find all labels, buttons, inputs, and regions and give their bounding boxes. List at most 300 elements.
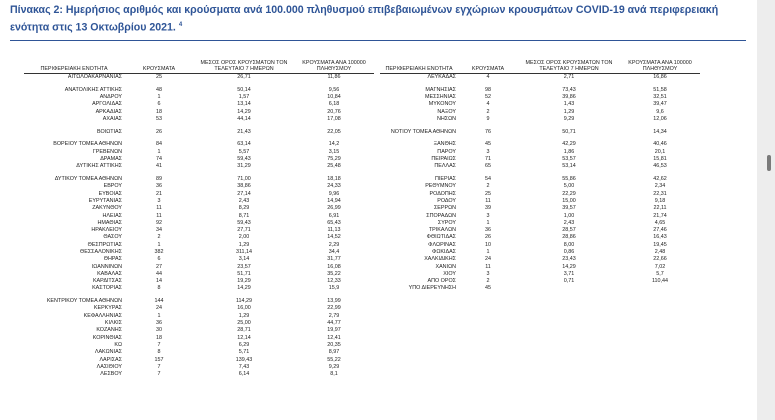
table-row [380, 129, 700, 136]
cases-cell: 1 [486, 219, 490, 226]
avg-7-days-cell: 28,86 [562, 234, 576, 241]
cases-per-100k-cell: 12,06 [653, 116, 667, 123]
avg-7-days-cell: 55,86 [562, 176, 576, 183]
avg-7-days-cell: 23,57 [237, 263, 251, 270]
table-row [380, 149, 700, 156]
avg-7-days-cell: 8,71 [238, 212, 250, 219]
avg-7-days-cell: 5,00 [563, 183, 575, 190]
avg-7-days-cell: 1,29 [563, 108, 575, 115]
region-name-cell: ΖΑΚΥΝΘΟΥ [92, 205, 122, 212]
region-name-cell: ΔΥΤΙΚΗΣ ΑΤΤΙΚΗΣ [76, 163, 122, 170]
cases-per-100k-cell: 110,44 [651, 278, 669, 285]
cases-cell: 3 [486, 148, 490, 155]
table-row [380, 156, 700, 163]
region-name-cell: ΛΑΡΙΣΑΣ [99, 356, 122, 363]
cases-cell: 11 [485, 197, 491, 204]
avg-7-days-cell: 14,29 [237, 108, 251, 115]
table-row [24, 249, 374, 256]
cases-cell: 3 [486, 212, 490, 219]
cases-per-100k-cell: 32,51 [653, 94, 667, 101]
region-name-cell: ΕΒΡΟΥ [103, 183, 122, 190]
region-name-cell: ΠΕΛΛΑΣ [434, 163, 456, 170]
cases-per-100k-cell: 4,65 [654, 219, 666, 226]
region-name-cell: ΚΑΒΑΛΑΣ [97, 270, 122, 277]
avg-7-days-cell: 23,43 [562, 256, 576, 263]
avg-7-days-cell: 8,29 [238, 205, 250, 212]
region-name-cell: ΜΕΣΣΗΝΙΑΣ [425, 94, 456, 101]
table-row [24, 109, 374, 116]
table-row [380, 116, 700, 123]
region-name-cell: ΛΑΣΙΘΙΟΥ [96, 363, 122, 370]
cases-per-100k-cell: 9,6 [656, 108, 664, 115]
table-row [380, 205, 700, 212]
cases-cell: 3 [486, 270, 490, 277]
cases-per-100k-cell: 15,9 [328, 285, 340, 292]
cases-per-100k-cell: 20,1 [654, 148, 666, 155]
avg-7-days-cell: 1,29 [238, 241, 250, 248]
cases-per-100k-cell: 15,81 [653, 156, 667, 163]
region-name-cell: ΑΝΑΤΟΛΙΚΗΣ ΑΤΤΙΚΗΣ [64, 86, 122, 93]
table-row [24, 191, 374, 198]
cases-cell: 8 [157, 285, 161, 292]
region-name-cell: ΤΡΙΚΑΛΩΝ [428, 227, 456, 234]
cases-per-100k-cell: 2,79 [328, 312, 340, 319]
avg-7-days-cell: 12,14 [237, 334, 251, 341]
region-name-cell: ΣΠΟΡΑΔΩΝ [426, 212, 456, 219]
region-name-cell: ΗΜΑΘΙΑΣ [97, 219, 122, 226]
table-row [380, 141, 700, 148]
cases-cell: 25 [156, 74, 162, 81]
region-name-cell: ΡΕΘΥΜΝΟΥ [425, 183, 456, 190]
region-name-cell: ΛΕΥΚΑΔΑΣ [427, 74, 456, 81]
table-row [24, 285, 374, 292]
cases-cell: 7 [157, 363, 161, 370]
cases-cell: 27 [156, 263, 162, 270]
cases-per-100k-cell: 44,77 [327, 320, 341, 327]
avg-7-days-cell: 71,00 [237, 176, 251, 183]
cases-cell: 36 [156, 183, 162, 190]
cases-per-100k-cell: 42,62 [653, 176, 667, 183]
table-row [24, 176, 374, 183]
region-name-cell: ΓΡΕΒΕΝΩΝ [92, 148, 122, 155]
cases-per-100k-cell: 11,86 [327, 74, 341, 81]
cases-cell: 45 [485, 141, 491, 148]
avg-7-days-cell: 0,71 [563, 278, 575, 285]
header-cases: ΚΡΟΥΣΜΑΤΑ [124, 61, 194, 74]
cases-cell: 18 [156, 334, 162, 341]
region-name-cell: ΡΟΔΟΠΗΣ [429, 190, 456, 197]
cases-per-100k-cell: 27,46 [653, 227, 667, 234]
avg-7-days-cell: 16,00 [237, 305, 251, 312]
cases-cell: 157 [154, 356, 164, 363]
region-name-cell: ΝΗΣΩΝ [436, 116, 456, 123]
cases-cell: 76 [485, 128, 491, 135]
table-row [380, 227, 700, 234]
table-row [24, 327, 374, 334]
avg-7-days-cell: 13,14 [237, 101, 251, 108]
avg-7-days-cell: 1,43 [563, 101, 575, 108]
avg-7-days-cell: 7,43 [238, 363, 250, 370]
region-name-cell: ΑΙΤΩΛΟΑΚΑΡΝΑΝΙΑΣ [67, 74, 122, 81]
region-name-cell: ΣΥΡΟΥ [437, 219, 456, 226]
cases-cell: 11 [485, 263, 491, 270]
cases-cell: 84 [156, 141, 162, 148]
caption-rule [10, 40, 746, 41]
avg-7-days-cell: 2,43 [563, 219, 575, 226]
region-name-cell: ΧΑΛΚΙΔΙΚΗΣ [424, 256, 456, 263]
region-name-cell: ΧΙΟΥ [443, 270, 456, 277]
avg-7-days-cell: 31,29 [237, 163, 251, 170]
cases-per-100k-cell: 6,91 [328, 212, 340, 219]
cases-cell: 1 [157, 94, 161, 101]
avg-7-days-cell: 6,29 [238, 341, 250, 348]
cases-cell: 52 [485, 94, 491, 101]
table-row [24, 349, 374, 356]
table-row [24, 149, 374, 156]
avg-7-days-cell: 1,00 [563, 212, 575, 219]
avg-7-days-cell: 50,14 [237, 86, 251, 93]
scrollbar-thumb[interactable] [767, 155, 771, 171]
cases-cell: 89 [156, 176, 162, 183]
cases-per-100k-cell: 6,18 [328, 101, 340, 108]
region-name-cell: ΘΕΣΠΡΩΤΙΑΣ [87, 241, 122, 248]
region-name-cell: ΑΡΚΑΔΙΑΣ [95, 108, 122, 115]
cases-cell: 54 [485, 176, 491, 183]
cases-cell: 2 [157, 234, 161, 241]
region-name-cell: ΑΡΓΟΛΙΔΑΣ [92, 101, 122, 108]
cases-cell: 21 [156, 190, 162, 197]
avg-7-days-cell: 51,71 [237, 270, 251, 277]
cases-cell: 1 [157, 312, 161, 319]
cases-per-100k-cell: 9,56 [328, 86, 340, 93]
table-row [380, 256, 700, 263]
cases-cell: 7 [157, 371, 161, 378]
table-row [24, 101, 374, 108]
cases-per-100k-cell: 7,02 [654, 263, 666, 270]
avg-7-days-cell: 59,43 [237, 156, 251, 163]
avg-7-days-cell: 3,14 [238, 256, 250, 263]
region-name-cell: ΛΕΣΒΟΥ [100, 371, 122, 378]
region-name-cell: ΠΕΙΡΑΙΩΣ [431, 156, 456, 163]
table-row [380, 101, 700, 108]
table-row [380, 285, 700, 292]
avg-7-days-cell: 39,57 [562, 205, 576, 212]
cases-per-100k-cell: 51,58 [653, 86, 667, 93]
avg-7-days-cell: 59,43 [237, 219, 251, 226]
left-table-header [24, 61, 374, 74]
region-name-cell: ΔΥΤΙΚΟΥ ΤΟΜΕΑ ΑΘΗΝΩΝ [54, 176, 122, 183]
right-table-header [380, 61, 700, 74]
avg-7-days-cell: 73,43 [562, 86, 576, 93]
cases-cell: 44 [156, 270, 162, 277]
table-row [24, 227, 374, 234]
cases-per-100k-cell: 22,31 [653, 190, 667, 197]
table-row [380, 234, 700, 241]
region-name-cell: ΗΛΕΙΑΣ [102, 212, 122, 219]
avg-7-days-cell: 26,71 [237, 74, 251, 81]
avg-7-days-cell: 28,71 [237, 327, 251, 334]
table-row [24, 213, 374, 220]
cases-cell: 24 [485, 256, 491, 263]
cases-per-100k-cell: 17,08 [327, 116, 341, 123]
table-row [380, 249, 700, 256]
avg-7-days-cell [518, 285, 620, 292]
avg-7-days-cell: 2,43 [238, 197, 250, 204]
avg-7-days-cell: 114,29 [235, 298, 253, 305]
avg-7-days-cell: 42,29 [562, 141, 576, 148]
cases-per-100k-cell: 19,97 [327, 327, 341, 334]
cases-per-100k-cell [620, 285, 700, 292]
region-name-cell: ΞΑΝΘΗΣ [433, 141, 456, 148]
header-avg-7-days: ΜΕΣΟΣ ΟΡΟΣ ΚΡΟΥΣΜΑΤΩΝ ΤΟΝ ΤΕΛΕΥΤΑΙΟ 7 ΗΜΕΡΩΝ [194, 61, 294, 74]
avg-7-days-cell: 5,57 [238, 148, 250, 155]
region-name-cell: ΦΛΩΡΙΝΑΣ [428, 241, 456, 248]
cases-per-100k-cell: 5,7 [656, 270, 664, 277]
cases-per-100k-cell: 22,99 [327, 305, 341, 312]
cases-cell: 7 [157, 341, 161, 348]
region-name-cell: ΠΑΡΟΥ [437, 148, 456, 155]
cases-cell: 98 [485, 86, 491, 93]
avg-7-days-cell: 6,14 [238, 371, 250, 378]
table-row [24, 220, 374, 227]
cases-cell: 34 [156, 227, 162, 234]
avg-7-days-cell: 50,71 [562, 128, 576, 135]
cases-cell: 11 [156, 212, 162, 219]
avg-7-days-cell: 25,00 [237, 320, 251, 327]
region-name-cell: ΙΩΑΝΝΙΝΩΝ [91, 263, 122, 270]
table-row [24, 183, 374, 190]
cases-cell: 2 [486, 278, 490, 285]
cases-per-100k-cell: 8,1 [330, 371, 338, 378]
region-name-cell: ΑΠΟ ΟΡΟΣ [427, 278, 456, 285]
table-row [24, 342, 374, 349]
table-row [24, 371, 374, 378]
cases-per-100k-cell: 16,86 [653, 74, 667, 81]
vertical-scrollbar[interactable] [757, 0, 775, 420]
table-row [24, 313, 374, 320]
header-cases: ΚΡΟΥΣΜΑΤΑ [458, 61, 518, 74]
table-row [24, 278, 374, 285]
cases-cell: 144 [154, 298, 164, 305]
table-row [380, 198, 700, 205]
cases-per-100k-cell: 22,11 [653, 205, 667, 212]
cases-cell: 26 [485, 234, 491, 241]
cases-cell: 4 [486, 74, 490, 81]
cases-per-100k-cell: 46,53 [653, 163, 667, 170]
region-name-cell: ΒΟΡΕΙΟΥ ΤΟΜΕΑ ΑΘΗΝΩΝ [53, 141, 122, 148]
cases-per-100k-cell: 9,18 [654, 197, 666, 204]
table-row [380, 271, 700, 278]
table-row [24, 305, 374, 312]
cases-cell: 2 [486, 183, 490, 190]
cases-per-100k-cell: 20,35 [327, 341, 341, 348]
cases-cell: 1 [486, 248, 490, 255]
table-row [24, 256, 374, 263]
footnote-marker: 4 [178, 22, 183, 28]
right-region-table [380, 61, 700, 293]
region-name-cell: ΜΥΚΟΝΟΥ [428, 101, 456, 108]
region-name-cell: ΚΕΦΑΛΛΗΝΙΑΣ [83, 312, 122, 319]
avg-7-days-cell: 5,71 [238, 349, 250, 356]
cases-per-100k-cell: 12,41 [327, 334, 341, 341]
cases-cell: 10 [485, 241, 491, 248]
table-row [24, 198, 374, 205]
avg-7-days-cell: 63,14 [237, 141, 251, 148]
cases-cell: 71 [485, 156, 491, 163]
region-name-cell: ΒΟΙΩΤΙΑΣ [96, 128, 122, 135]
avg-7-days-cell: 311,14 [235, 248, 253, 255]
region-name-cell: ΕΥΡΥΤΑΝΙΑΣ [88, 197, 122, 204]
avg-7-days-cell: 53,57 [562, 156, 576, 163]
left-table-body [24, 74, 374, 379]
caption-text: Πίνακας 2: Ημερήσιος αριθμός και κρούσματα ανά 100.000 πληθυσμού επιβεβαιωμένων εγχώριων κρουσμάτων COVID-19 ανά περιφερειακή ενότητα στις 13 Οκτωβρίου 2021. [10, 4, 719, 34]
cases-per-100k-cell: 25,48 [327, 163, 341, 170]
avg-7-days-cell: 27,71 [237, 227, 251, 234]
avg-7-days-cell: 2,00 [238, 234, 250, 241]
cases-per-100k-cell: 8,97 [328, 349, 340, 356]
header-avg-7-days: ΜΕΣΟΣ ΟΡΟΣ ΚΡΟΥΣΜΑΤΩΝ ΤΟΝ ΤΕΛΕΥΤΑΙΟ 7 ΗΜΕΡΩΝ [518, 61, 620, 74]
table-row [24, 320, 374, 327]
cases-per-100k-cell: 14,34 [653, 128, 667, 135]
cases-per-100k-cell: 31,77 [327, 256, 341, 263]
region-name-cell: ΚΙΛΚΙΣ [104, 320, 122, 327]
cases-cell: 25 [485, 190, 491, 197]
avg-7-days-cell: 53,14 [562, 163, 576, 170]
cases-cell: 74 [156, 156, 162, 163]
table-row [380, 278, 700, 285]
cases-per-100k-cell: 2,34 [654, 183, 666, 190]
cases-per-100k-cell: 9,96 [328, 190, 340, 197]
region-name-cell: ΚΑΣΤΟΡΙΑΣ [92, 285, 122, 292]
avg-7-days-cell: 15,00 [562, 197, 576, 204]
cases-per-100k-cell: 22,66 [653, 256, 667, 263]
cases-cell: 53 [156, 116, 162, 123]
avg-7-days-cell: 21,43 [237, 128, 251, 135]
region-name-cell: ΠΙΕΡΙΑΣ [434, 176, 456, 183]
region-name-cell: ΗΡΑΚΛΕΙΟΥ [91, 227, 122, 234]
cases-per-100k-cell: 14,94 [327, 197, 341, 204]
region-name-cell: ΝΑΞΟΥ [437, 108, 456, 115]
cases-cell: 36 [485, 227, 491, 234]
cases-per-100k-cell: 2,29 [328, 241, 340, 248]
region-name-cell: ΚΟΖΑΝΗΣ [96, 327, 122, 334]
cases-per-100k-cell: 9,29 [328, 363, 340, 370]
avg-7-days-cell: 3,71 [563, 270, 575, 277]
left-region-table [24, 61, 374, 378]
cases-cell: 48 [156, 86, 162, 93]
region-name-cell: ΑΝΔΡΟΥ [99, 94, 122, 101]
table-row [380, 94, 700, 101]
region-name-cell: ΚΕΡΚΥΡΑΣ [93, 305, 122, 312]
cases-cell: 14 [156, 278, 162, 285]
cases-cell: 26 [156, 128, 162, 135]
cases-cell: 6 [157, 256, 161, 263]
table-row [380, 183, 700, 190]
region-name-cell: ΣΕΡΡΩΝ [433, 205, 456, 212]
region-name-cell: ΔΡΑΜΑΣ [100, 156, 122, 163]
table-row [24, 357, 374, 364]
region-name-cell: ΕΥΒΟΙΑΣ [98, 190, 122, 197]
cases-cell: 30 [156, 327, 162, 334]
cases-cell: 36 [156, 320, 162, 327]
header-cases-per-100k: ΚΡΟΥΣΜΑΤΑ ΑΝΑ 100000 ΠΛΗΘΥΣΜΟΥ [294, 61, 374, 74]
table-row [24, 141, 374, 148]
cases-per-100k-cell: 14,2 [328, 141, 340, 148]
avg-7-days-cell: 22,29 [562, 190, 576, 197]
avg-7-days-cell: 8,00 [563, 241, 575, 248]
table-row [24, 116, 374, 123]
cases-per-100k-cell: 12,33 [327, 278, 341, 285]
cases-cell: 8 [157, 349, 161, 356]
table-row [24, 298, 374, 305]
table-row [380, 213, 700, 220]
header-cases-per-100k: ΚΡΟΥΣΜΑΤΑ ΑΝΑ 100000 ΠΛΗΘΥΣΜΟΥ [620, 61, 700, 74]
table-row [24, 205, 374, 212]
table-row [380, 220, 700, 227]
cases-per-100k-cell: 26,99 [327, 205, 341, 212]
cases-cell: 45 [485, 285, 491, 292]
table-row [380, 242, 700, 249]
table-row [24, 87, 374, 94]
cases-cell: 382 [154, 248, 164, 255]
table-row [24, 271, 374, 278]
cases-cell: 1 [157, 148, 161, 155]
region-name-cell: ΦΩΚΙΔΑΣ [432, 248, 456, 255]
cases-per-100k-cell: 18,18 [327, 176, 341, 183]
region-name-cell: ΦΘΙΩΤΙΔΑΣ [426, 234, 456, 241]
table-row [380, 191, 700, 198]
cases-cell: 65 [485, 163, 491, 170]
table-row [380, 109, 700, 116]
region-name-cell: ΘΕΣΣΑΛΟΝΙΚΗΣ [80, 248, 122, 255]
avg-7-days-cell: 1,86 [563, 148, 575, 155]
region-name-cell: ΛΑΚΩΝΙΑΣ [94, 349, 122, 356]
region-name-cell: ΥΠΟ ΔΙΕΡΕΥΝΗΣΗ [408, 285, 456, 292]
cases-cell: 92 [156, 219, 162, 226]
table-row [380, 163, 700, 170]
cases-cell: 24 [156, 305, 162, 312]
avg-7-days-cell: 19,29 [237, 278, 251, 285]
avg-7-days-cell: 44,14 [237, 116, 251, 123]
cases-per-100k-cell: 2,48 [654, 248, 666, 255]
cases-per-100k-cell: 20,76 [327, 108, 341, 115]
cases-per-100k-cell: 24,33 [327, 183, 341, 190]
cases-per-100k-cell: 14,52 [327, 234, 341, 241]
cases-cell: 41 [156, 163, 162, 170]
table-row [24, 335, 374, 342]
table-caption [10, 3, 750, 36]
region-name-cell: ΡΟΔΟΥ [437, 197, 456, 204]
table-row [24, 94, 374, 101]
avg-7-days-cell: 9,29 [563, 116, 575, 123]
table-row [24, 264, 374, 271]
right-table-body [380, 74, 700, 293]
cases-per-100k-cell: 19,45 [653, 241, 667, 248]
cases-per-100k-cell: 22,05 [327, 128, 341, 135]
cases-per-100k-cell: 16,08 [327, 263, 341, 270]
avg-7-days-cell: 14,29 [562, 263, 576, 270]
cases-per-100k-cell: 10,84 [327, 94, 341, 101]
table-row [380, 74, 700, 82]
table-row [24, 163, 374, 170]
cases-per-100k-cell: 55,22 [327, 356, 341, 363]
region-name-cell: ΚΑΡΔΙΤΣΑΣ [92, 278, 122, 285]
cases-cell: 1 [157, 241, 161, 248]
cases-cell: 2 [486, 108, 490, 115]
cases-per-100k-cell: 34,4 [328, 248, 340, 255]
avg-7-days-cell: 38,86 [237, 183, 251, 190]
region-name-cell: ΚΕΝΤΡΙΚΟΥ ΤΟΜΕΑ ΑΘΗΝΩΝ [46, 298, 122, 305]
